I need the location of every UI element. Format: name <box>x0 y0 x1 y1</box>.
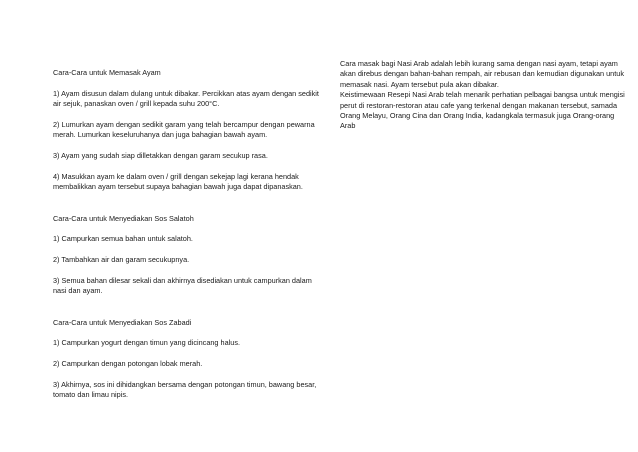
section-title-cooking-chicken: Cara-Cara untuk Memasak Ayam <box>53 68 161 77</box>
zabadi-step-3: 3) Akhirnya, sos ini dihidangkan bersama dengan potongan timun, bawang besar, tomato dan limau nipis. <box>53 379 317 400</box>
section-spacer <box>53 307 325 317</box>
section-title-salatoh-sauce: Cara-Cara untuk Menyediakan Sos Salatoh <box>53 213 194 223</box>
chicken-step-4: 4) Masukkan ayam ke dalam oven / grill dengan sekejap lagi kerana hendak membalikkan ayam tersebut supaya bahagian bawah juga dapat dipanaskan. <box>53 172 303 192</box>
chicken-step-1: 1) Ayam disusun dalam dulang untuk dibakar. Percikkan atas ayam dengan sedikit air sejuk, panaskan oven / grill kepada suhu 200°C. <box>53 88 319 109</box>
salatoh-step-3: 3) Semua bahan dilesar sekali dan akhirnya disediakan untuk campurkan dalam nasi dan ayam. <box>53 275 312 296</box>
chicken-step-2: 2) Lumurkan ayam dengan sedikit garam yang telah bercampur dengan pewarna merah. Lumurkan keseluruhanya dan juga bahagian bawah ayam. <box>53 120 315 140</box>
right-column <box>340 59 630 132</box>
chicken-step-3: 3) Ayam yang sudah siap dilletakkan dengan garam secukup rasa. <box>53 151 268 161</box>
zabadi-step-2: 2) Campurkan dengan potongan lobak merah. <box>53 359 203 369</box>
zabadi-step-1: 1) Campurkan yogurt dengan timun yang dicincang halus. <box>53 338 240 348</box>
salatoh-step-1: 1) Campurkan semua bahan untuk salatoh. <box>53 234 193 244</box>
salatoh-step-2: 2) Tambahkan air dan garam secukupnya. <box>53 255 190 265</box>
nasi-arab-specialty-paragraph: Keistimewaan Resepi Nasi Arab telah menarik perhatian pelbagai bangsa untuk mengisi perut di restoran-restoran atau cafe yang terkenal dengan makanan tersebut, samada Orang Melayu, Orang Cina dan Orang India, kadangkala termasuk juga Orang-orang Arab <box>340 90 625 131</box>
section-spacer <box>53 203 325 213</box>
left-column <box>53 68 325 411</box>
section-title-zabadi-sauce: Cara-Cara untuk Menyediakan Sos Zabadi <box>53 317 192 327</box>
nasi-arab-intro-paragraph: Cara masak bagi Nasi Arab adalah lebih kurang sama dengan nasi ayam, tetapi ayam akan direbus dengan bahan-bahan rempah, air rebusan dan kemudian digunakan untuk memasak nasi. Ayam tersebut pula akan dibakar. <box>340 59 624 89</box>
